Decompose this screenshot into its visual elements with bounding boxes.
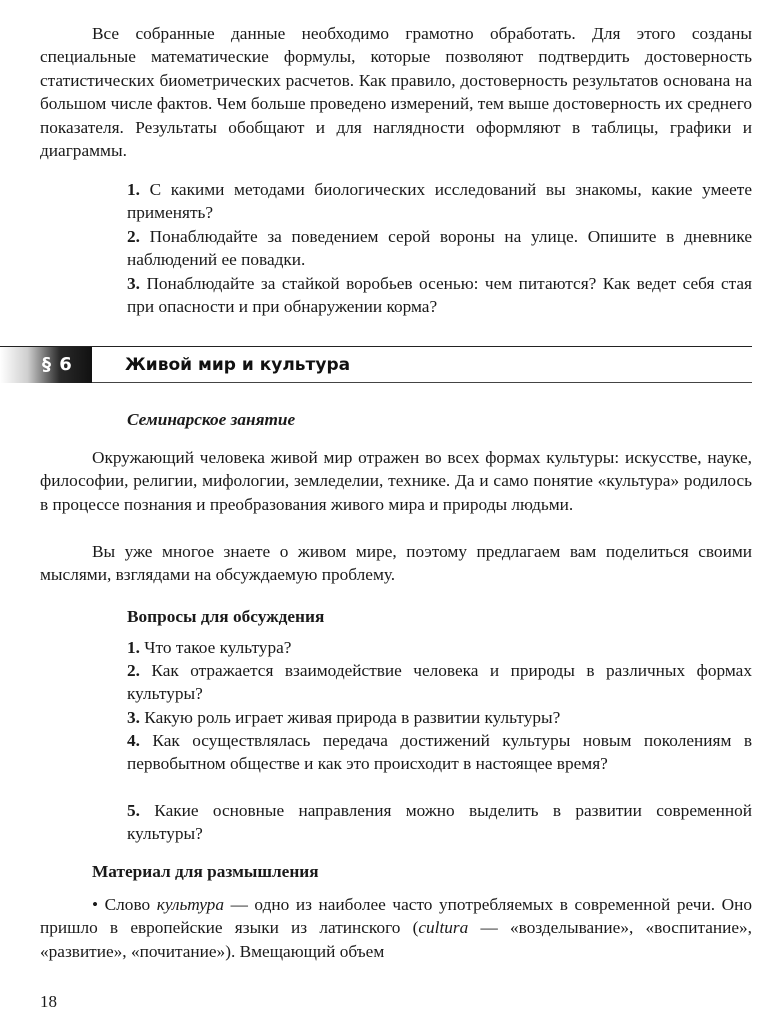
question-text: Что такое культура? <box>144 638 292 657</box>
task-3 <box>127 272 752 319</box>
question-4 <box>127 729 752 776</box>
question-5 <box>127 799 752 846</box>
question-number: 3. <box>127 708 140 727</box>
seminar-paragraph-2: Вы уже многое знаете о живом мире, поэтому предлагаем вам поделиться своими мыслями, взглядами на обсуждаемую проблему. <box>40 542 752 585</box>
section-rule-bottom <box>92 382 752 383</box>
section-number: § 6 <box>42 354 73 375</box>
task-text: Понаблюдайте за поведением серой вороны на улице. Опишите в дневнике наблюдений ее повадки. <box>127 227 752 270</box>
page-number: 18 <box>40 992 57 1011</box>
task-1 <box>127 178 752 225</box>
question-2 <box>127 659 752 706</box>
material-paragraph <box>40 893 752 963</box>
term-latin: cultura <box>418 918 469 938</box>
task-text: С какими методами биологических исследований вы знакомы, какие умеете применять? <box>127 180 752 223</box>
discussion-heading: Вопросы для обсуждения <box>127 607 325 626</box>
task-number: 1. <box>127 180 140 199</box>
section-badge <box>0 347 92 383</box>
question-text: Какие основные направления можно выделить в развитии современной культуры? <box>127 801 752 844</box>
material-lead: Слово <box>104 895 151 914</box>
question-number: 4. <box>127 731 140 750</box>
question-text: Как отражается взаимодействие человека и природы в различных формах культуры? <box>127 661 752 704</box>
material-mid: — одно из наиболее часто употребляемых в современной речи. Оно пришло в европейские языки из латинского ( <box>40 895 752 938</box>
question-1 <box>127 636 752 659</box>
task-number: 2. <box>127 227 140 246</box>
question-text: Какую роль играет живая природа в развитии культуры? <box>144 708 561 727</box>
question-number: 1. <box>127 638 140 657</box>
seminar-paragraph-1: Окружающий человека живой мир отражен во всех формах культуры: искусстве, науке, философии, религии, мифологии, земледелии, технике. Да и само понятие «культура» родилось в процессе познания и преобразования живого мира и природы людьми. <box>40 448 752 514</box>
intro-paragraph: Все собранные данные необходимо грамотно обработать. Для этого созданы специальные математические формулы, которые позволяют подтвердить достоверность статистических биометрических расчетов. Как правило, достоверность результатов основана на большом числе фактов. Чем больше проведено измерений, тем выше достоверность их среднего показателя. Результаты обобщают и для наглядности оформляют в таблицы, графики и диаграммы. <box>40 24 752 161</box>
question-number: 2. <box>127 661 140 680</box>
task-number: 3. <box>127 274 140 293</box>
section-header <box>0 346 752 384</box>
section-title: Живой мир и культура <box>125 355 351 375</box>
question-text: Как осуществлялась передача достижений культуры новым поколениям в первобытном обществе и как это происходит в настоящее время? <box>127 731 752 774</box>
material-tail: — «возделывание», «воспитание», «развитие», «почитание»). Вмещающий объем <box>40 918 753 961</box>
seminar-heading: Семинарское занятие <box>127 410 296 429</box>
question-number: 5. <box>127 801 140 820</box>
question-3 <box>127 706 752 729</box>
task-text: Понаблюдайте за стайкой воробьев осенью: чем питаются? Как ведет себя стая при опасности и при обнаружении корма? <box>127 274 752 317</box>
section-rule-top <box>0 346 752 347</box>
material-heading: Материал для размышления <box>92 862 319 881</box>
task-2 <box>127 225 752 272</box>
bullet: • <box>92 895 99 914</box>
term-culture: культура <box>156 895 224 914</box>
